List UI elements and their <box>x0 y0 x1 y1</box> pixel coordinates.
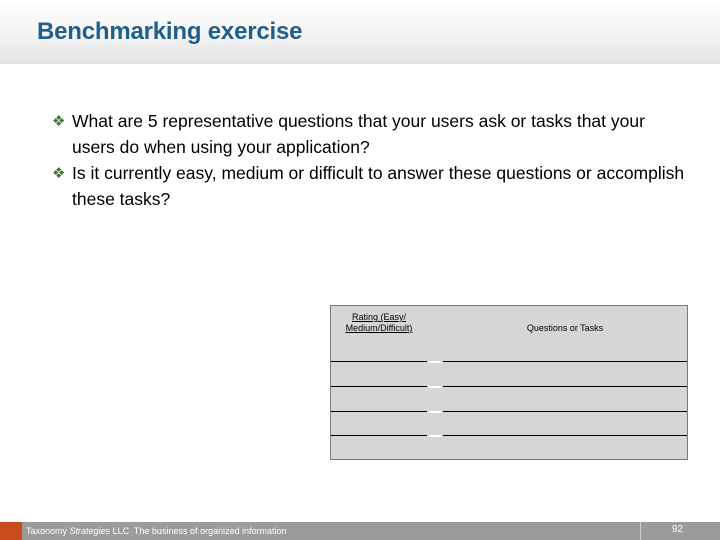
rating-header-line1: Rating (Easy/ <box>351 312 407 322</box>
question-row-line <box>443 361 687 362</box>
company-logo-icon <box>0 522 22 540</box>
bullet-item <box>52 160 692 212</box>
benchmark-table <box>330 305 688 460</box>
company-name-prefix: Taxonomy <box>26 526 70 536</box>
question-row-line <box>443 411 687 412</box>
slide-title: Benchmarking exercise <box>37 18 303 45</box>
rating-row-line <box>331 386 427 387</box>
bullet-text: Is it currently easy, medium or difficult to answer these questions or accomplish these tasks? <box>72 163 685 209</box>
row-gap <box>429 435 441 437</box>
diamond-bullet-icon: ❖ <box>52 113 66 130</box>
footer-tagline: The business of organized information <box>133 526 287 536</box>
bullet-item <box>52 108 692 160</box>
bullet-text: What are 5 representative questions that your users ask or tasks that your users do when using your application? <box>72 111 645 157</box>
questions-column-header: Questions or Tasks <box>526 323 604 333</box>
rating-row-line <box>331 411 427 412</box>
row-gap <box>429 386 441 388</box>
rating-row-line <box>331 361 427 362</box>
footer-bar <box>0 522 720 540</box>
rating-header-line2: Medium/Difficult) <box>345 323 413 333</box>
question-row-line <box>443 435 687 436</box>
bullet-list <box>52 108 692 212</box>
row-gap <box>429 361 441 363</box>
footer-divider <box>640 522 641 540</box>
diamond-bullet-icon: ❖ <box>52 165 66 182</box>
question-row-line <box>443 386 687 387</box>
rating-column-header <box>331 312 427 334</box>
footer-company-text <box>26 526 287 536</box>
company-name-suffix: LLC <box>110 526 130 536</box>
row-gap <box>429 411 441 413</box>
rating-row-line <box>331 435 427 436</box>
company-name-italic: Strategies <box>69 526 111 536</box>
page-number: 92 <box>672 524 684 535</box>
